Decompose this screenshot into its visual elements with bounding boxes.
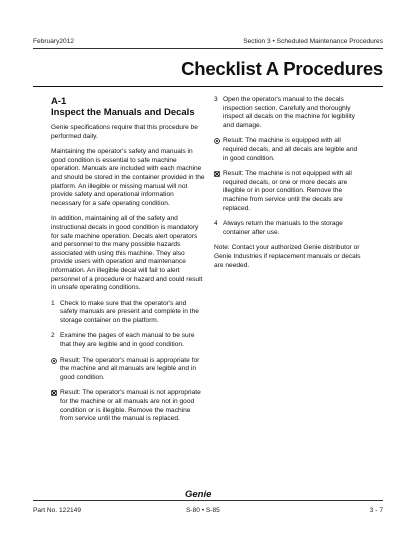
step-3: [214, 96, 364, 130]
genie-logo: Genie: [182, 489, 214, 500]
section-heading: Inspect the Manuals and Decals: [51, 107, 195, 118]
step-1: [51, 300, 205, 326]
footer-model: S-80 • S-85: [186, 507, 220, 514]
header-date: February2012: [33, 38, 75, 45]
header-section: Section 3 • Scheduled Maintenance Procedures: [243, 38, 383, 45]
right-column: [214, 96, 364, 277]
paragraph: Maintaining the operator's safety and manuals in good condition is essential to safe machine operation. Manuals are included with each machine and should be stored in the container provided in the platform. An illegible or missing manual will not provide safety and operational information necessary for a safe operating condition.: [51, 148, 205, 207]
result-fail: [51, 389, 205, 423]
result-fail: [214, 170, 364, 213]
footer-page-number: 3 - 7: [369, 507, 383, 514]
step-4: [214, 220, 364, 237]
result-text: Result: The operator's manual is appropriate for the machine and all manuals are legible and in good condition.: [60, 356, 200, 381]
header-divider: [33, 48, 383, 49]
step-2: [51, 332, 205, 349]
step-number: 3: [214, 96, 218, 103]
note: Note: Contact your authorized Genie distributor or Genie Industries if replacement manuals or decals are needed.: [214, 244, 361, 269]
step-text: Open the operator's manual to the decals inspection section. Carefully and thoroughly inspect all decals on the machine for legibility and damage.: [223, 96, 355, 129]
fail-icon: [51, 390, 57, 396]
result-text: Result: The machine is equipped with all required decals, and all decals are legible and in good condition.: [223, 137, 358, 162]
section-id: A-1: [51, 96, 67, 107]
step-text: Always return the manuals to the storage container after use.: [223, 220, 343, 236]
page-title: Checklist A Procedures: [181, 58, 383, 79]
step-text: Check to make sure that the operator's and safety manuals are present and complete in the storage container on the platform.: [60, 299, 199, 324]
left-column: [51, 96, 205, 431]
result-text: Result: The operator's manual is not appropriate for the machine or all manuals are not in good condition or is illegible. Remove the machine from service until the manual is replaced.: [60, 389, 201, 423]
result-pass: [214, 137, 364, 163]
paragraph: Genie specifications require that this procedure be performed daily.: [51, 124, 198, 140]
footer-divider: [33, 500, 383, 501]
title-divider: [33, 86, 383, 87]
result-text: Result: The machine is not equipped with all required decals, or one or more decals are illegible or in poor condition. Remove the machine from service until the decals are replaced.: [223, 170, 352, 212]
pass-icon: [214, 138, 220, 144]
step-number: 1: [51, 299, 55, 307]
step-number: 2: [51, 332, 55, 340]
result-pass: [51, 357, 205, 383]
step-number: 4: [214, 220, 218, 228]
step-text: Examine the pages of each manual to be sure that they are legible and in good condition.: [60, 332, 195, 349]
paragraph: In addition, maintaining all of the safety and instructional decals in good condition is mandatory for safe machine operation. Decals alert operators and personnel to the many possible hazards associated with using this machine. They also provide users with operation and maintenance information. An illegible decal will fail to alert personnel of a procedure or hazard and could result in unsafe operating conditions.: [51, 215, 203, 292]
footer-part-number: Part No. 122149: [33, 507, 82, 514]
fail-icon: [214, 171, 220, 177]
pass-icon: [51, 358, 57, 364]
